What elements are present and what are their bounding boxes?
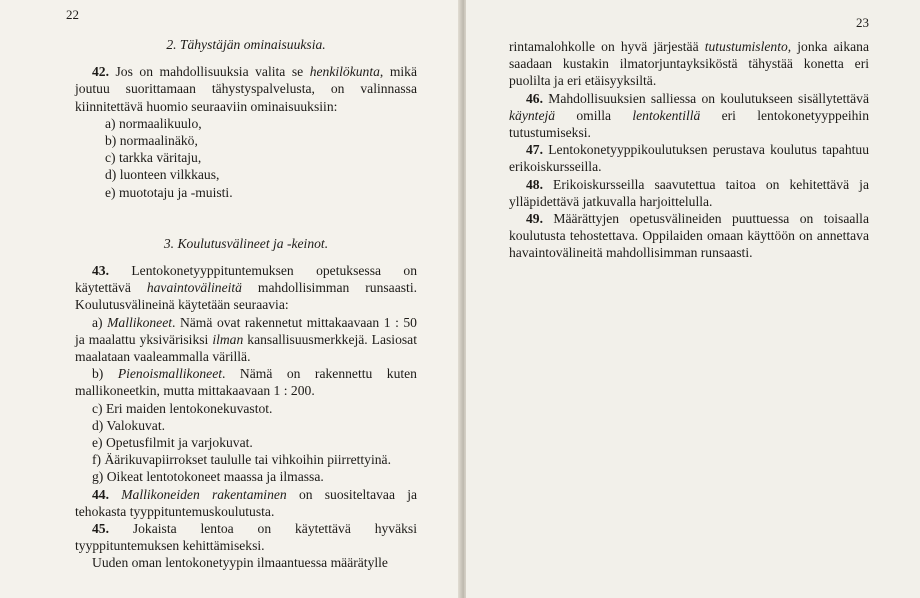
list-item-mallikoneet: a) Mallikoneet. Nämä ovat rakennetut mittakaavaan 1 : 50 ja maalattu yksivärisiksi ilman kansallisuusmerkkejä. Lasiosat maalataan vaaleammalla värillä. [75,314,417,365]
paragraph-42: 42. Jos on mahdollisuuksia valita se henkilökunta, mikä joutuu suorittamaan tähystyspalvelusta, on valinnassa kiinnitettävä huomio seuraaviin ominaisuuksiin: [75,64,417,114]
list-item: e) Opetusfilmit ja varjokuvat. [92,435,253,451]
list-item: a) normaalikuulo, [105,115,202,131]
paragraph-45: 45. Jokaista lentoa on käytettävä hyväksi tyyppituntemuksen kehittämiseksi. [75,521,417,554]
paragraph-continuation: rintamalohkolle on hyvä järjestää tutustumislento, jonka aikana saadaan kustakin ilmatorjuntayksiköstä tähystää konetta eri puolilta ja eri etäisyyksiltä. [509,39,869,89]
paragraph-43: 43. Lentokonetyyppituntemuksen opetuksessa on käytettävä havaintovälineitä mahdollisimman runsaasti. Koulutusvälineinä käytetään seuraavia: [75,263,417,313]
paragraph-48: 48. Erikoiskursseilla saavutettua taitoa on kehitettävä ja ylläpidettävä jatkuvalla harjoittelulla. [509,176,869,209]
paragraph-47: 47. Lentokonetyyppikoulutuksen perustava koulutus tapahtuu erikoiskursseilla. [509,142,869,175]
paragraph-49: 49. Määrättyjen opetusvälineiden puuttuessa on toisaalla koulutusta tehostettava. Oppilaiden omaan käyttöön on annettava havaintovälineitä mahdollisimman runsaasti. [509,211,869,261]
list-item: g) Oikeat lentotokoneet maassa ja ilmassa. [92,469,324,485]
list-item: f) Äärikuvapiirrokset taululle tai vihkoihin piirrettyinä. [92,452,391,468]
page-number-left: 22 [66,7,79,22]
paragraph-44: 44. Mallikoneiden rakentaminen on suositeltavaa ja tehokasta tyyppituntemuskoulutusta. [75,486,418,519]
list-item: d) luonteen vilkkaus, [105,167,220,183]
left-page-text [75,36,417,572]
paragraph-continued: Uuden oman lentokonetyypin ilmaantuessa määrätylle [92,555,388,571]
page-number-right: 23 [856,15,869,30]
list-item: c) tarkka väritaju, [105,150,202,166]
right-page-text [509,38,869,262]
section-heading-3: 3. Koulutusvälineet ja -keinot. [163,235,329,251]
list-item: e) muototaju ja -muisti. [105,184,233,200]
list-item: c) Eri maiden lentokonekuvastot. [92,400,273,416]
section-heading-2: 2. Tähystäjän ominaisuuksia. [166,37,326,52]
list-item: d) Valokuvat. [92,417,165,433]
list-item: b) normaalinäkö, [105,133,198,149]
list-item-pienoismallikoneet: b) Pienoismallikoneet. Nämä on rakennettu kuten mallikoneetkin, mutta mittakaavaan 1 : 200. [75,366,417,399]
right-page [466,0,920,598]
paragraph-46: 46. Mahdollisuuksien salliessa on koulutukseen sisällytettävä käyntejä omilla lentokentillä eri lentokonetyyppeihin tutustumiseksi. [509,90,869,141]
